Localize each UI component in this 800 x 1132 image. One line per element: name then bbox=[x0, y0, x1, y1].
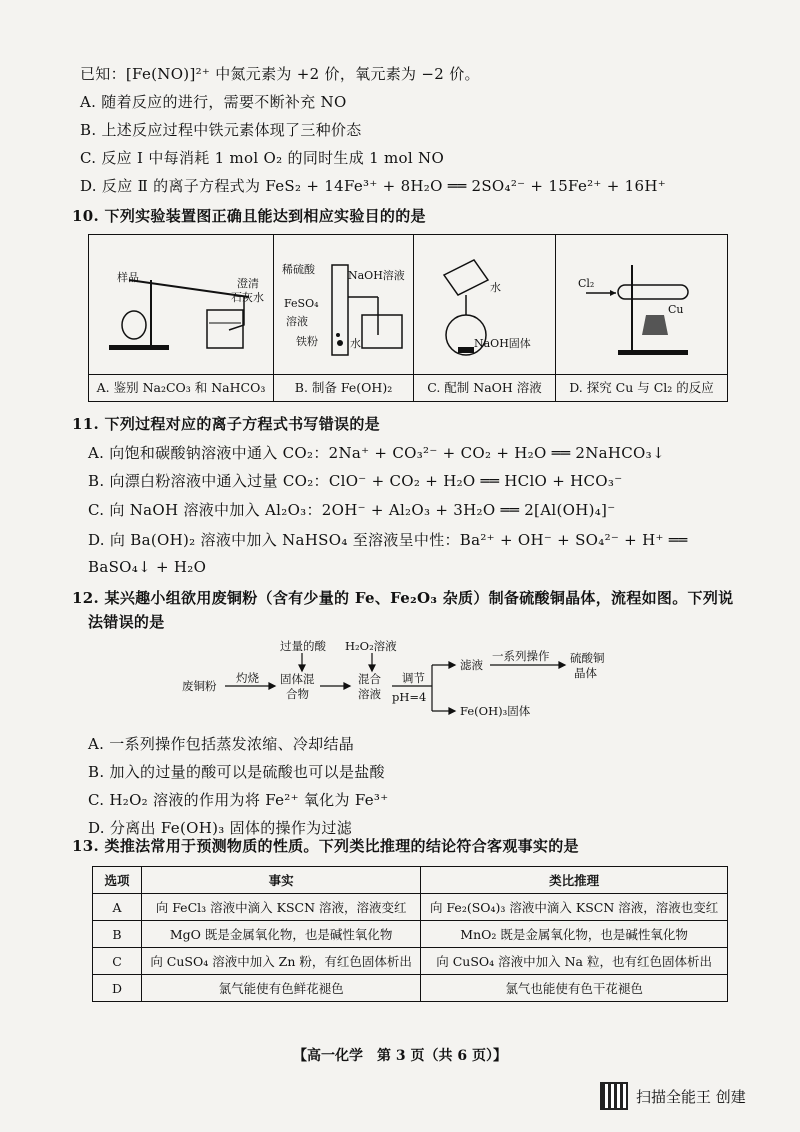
q11-stem: 11. 下列过程对应的离子方程式书写错误的是 bbox=[72, 415, 380, 433]
flow-product-b: 晶体 bbox=[574, 666, 597, 680]
label-water-b: 水 bbox=[350, 337, 361, 350]
label-dilute-h2so4: 稀硫酸 bbox=[282, 263, 315, 276]
q12-stem: 12. 某兴趣小组欲用废铜粉（含有少量的 Fe、Fe₂O₃ 杂质）制备硫酸铜晶体，流程如图。下列说 bbox=[72, 589, 734, 607]
q12-option-c: C. H₂O₂ 溶液的作用为将 Fe²⁺ 氧化为 Fe³⁺ bbox=[88, 791, 389, 809]
apparatus-d-drawing bbox=[556, 235, 727, 375]
q12-option-b: B. 加入的过量的酸可以是硫酸也可以是盐酸 bbox=[88, 763, 385, 781]
page-footer: 【高一化学 第 3 页（共 6 页）】 bbox=[293, 1048, 507, 1064]
apparatus-d bbox=[556, 235, 727, 401]
q10-stem: 10. 下列实验装置图正确且能达到相应实验目的的是 bbox=[72, 207, 426, 225]
scanner-watermark bbox=[600, 1082, 746, 1110]
table-row bbox=[93, 948, 728, 975]
table-header-row bbox=[93, 867, 728, 894]
option-b: B. 上述反应过程中铁元素体现了三种价态 bbox=[80, 121, 362, 139]
header-fact: 事实 bbox=[142, 867, 421, 894]
header-analogy: 类比推理 bbox=[421, 867, 728, 894]
flow-filtrate: 滤液 bbox=[460, 658, 483, 672]
label-cu: Cu bbox=[668, 303, 684, 316]
row-option: A bbox=[93, 894, 142, 921]
watermark-text: 扫描全能王 创建 bbox=[636, 1087, 746, 1106]
apparatus-a-drawing bbox=[89, 235, 274, 375]
qr-code-icon bbox=[600, 1082, 628, 1110]
flow-burn: 灼烧 bbox=[236, 671, 259, 685]
label-cl2: Cl₂ bbox=[578, 277, 595, 290]
row-analogy: 向 Fe₂(SO₄)₃ 溶液中滴入 KSCN 溶液，溶液也变红 bbox=[421, 894, 728, 921]
option-a: A. 随着反应的进行，需要不断补充 NO bbox=[80, 93, 347, 111]
flow-mix2-a: 混合 bbox=[358, 672, 381, 686]
q10-apparatus-table bbox=[88, 234, 728, 402]
q11-option-c: C. 向 NaOH 溶液中加入 Al₂O₃：2OH⁻ + Al₂O₃ + 3H₂O ══ 2[Al(OH)₄]⁻ bbox=[88, 501, 616, 519]
row-option: B bbox=[93, 921, 142, 948]
label-feso4: FeSO₄ bbox=[284, 297, 319, 310]
label-naoh-solid: NaOH固体 bbox=[474, 337, 531, 350]
row-fact: 氯气能使有色鲜花褪色 bbox=[142, 975, 421, 1002]
q11-option-b: B. 向漂白粉溶液中通入过量 CO₂：ClO⁻ + CO₂ + H₂O ══ HClO + HCO₃⁻ bbox=[88, 472, 623, 490]
flow-operations: 一系列操作 bbox=[492, 649, 550, 663]
apparatus-c bbox=[414, 235, 556, 401]
row-analogy: 向 CuSO₄ 溶液中加入 Na 粒，也有红色固体析出 bbox=[421, 948, 728, 975]
flow-mix2-b: 溶液 bbox=[358, 687, 381, 701]
row-option: C bbox=[93, 948, 142, 975]
flow-adjust: 调节 bbox=[402, 671, 425, 685]
table-row bbox=[93, 921, 728, 948]
q11-option-d: D. 向 Ba(OH)₂ 溶液中加入 NaHSO₄ 至溶液呈中性：Ba²⁺ + OH⁻ + SO₄²⁻ + H⁺ ══ bbox=[88, 531, 688, 549]
row-fact: 向 CuSO₄ 溶液中加入 Zn 粉，有红色固体析出 bbox=[142, 948, 421, 975]
caption-d: D. 探究 Cu 与 Cl₂ 的反应 bbox=[556, 374, 727, 401]
label-clear: 澄清 bbox=[237, 277, 259, 290]
caption-a: A. 鉴别 Na₂CO₃ 和 NaHCO₃ bbox=[89, 374, 273, 401]
header-option: 选项 bbox=[93, 867, 142, 894]
row-fact: MgO 既是金属氧化物，也是碱性氧化物 bbox=[142, 921, 421, 948]
q12-option-d: D. 分离出 Fe(OH)₃ 固体的操作为过滤 bbox=[88, 819, 353, 837]
q11-option-a: A. 向饱和碳酸钠溶液中通入 CO₂：2Na⁺ + CO₃²⁻ + CO₂ + H₂O ══ 2NaHCO₃↓ bbox=[88, 444, 665, 462]
row-option: D bbox=[93, 975, 142, 1002]
row-fact: 向 FeCl₃ 溶液中滴入 KSCN 溶液，溶液变红 bbox=[142, 894, 421, 921]
apparatus-b bbox=[274, 235, 414, 401]
caption-b: B. 制备 Fe(OH)₂ bbox=[274, 374, 413, 401]
row-analogy: 氯气也能使有色干花褪色 bbox=[421, 975, 728, 1002]
given-note: 已知：[Fe(NO)]²⁺ 中氮元素为 +2 价，氧元素为 −2 价。 bbox=[80, 65, 480, 83]
row-analogy: MnO₂ 既是金属氧化物，也是碱性氧化物 bbox=[421, 921, 728, 948]
table-row bbox=[93, 894, 728, 921]
flow-mix1-a: 固体混 bbox=[280, 672, 315, 686]
label-sample: 样品 bbox=[117, 271, 139, 284]
q11-option-d-cont: BaSO₄↓ + H₂O bbox=[88, 558, 207, 576]
q12-flowchart bbox=[180, 637, 780, 727]
table-row bbox=[93, 975, 728, 1002]
apparatus-a bbox=[89, 235, 274, 401]
q12-stem-cont: 法错误的是 bbox=[88, 613, 165, 631]
flow-mix1-b: 合物 bbox=[286, 687, 309, 701]
flow-product-a: 硫酸铜 bbox=[570, 651, 605, 665]
label-solution: 溶液 bbox=[286, 315, 308, 328]
flow-ph: pH=4 bbox=[392, 690, 427, 704]
apparatus-c-drawing bbox=[414, 235, 556, 375]
flow-h2o2: H₂O₂溶液 bbox=[345, 639, 397, 653]
option-c: C. 反应 Ⅰ 中每消耗 1 mol O₂ 的同时生成 1 mol NO bbox=[80, 149, 445, 167]
option-d: D. 反应 Ⅱ 的离子方程式为 FeS₂ + 14Fe³⁺ + 8H₂O ══ 2SO₄²⁻ + 15Fe²⁺ + 16H⁺ bbox=[80, 177, 666, 195]
q13-comparison-table bbox=[92, 866, 728, 1002]
label-water-c: 水 bbox=[490, 281, 501, 294]
q12-option-a: A. 一系列操作包括蒸发浓缩、冷却结晶 bbox=[88, 735, 355, 753]
label-limewater: 石灰水 bbox=[231, 291, 264, 304]
flow-solid: Fe(OH)₃固体 bbox=[460, 704, 531, 718]
caption-c: C. 配制 NaOH 溶液 bbox=[414, 374, 555, 401]
label-naoh-solution: NaOH溶液 bbox=[348, 269, 405, 282]
label-iron-powder: 铁粉 bbox=[296, 335, 318, 348]
flow-start: 废铜粉 bbox=[182, 679, 217, 693]
q13-stem: 13. 类推法常用于预测物质的性质。下列类比推理的结论符合客观事实的是 bbox=[72, 837, 579, 855]
flow-acid: 过量的酸 bbox=[280, 639, 326, 653]
